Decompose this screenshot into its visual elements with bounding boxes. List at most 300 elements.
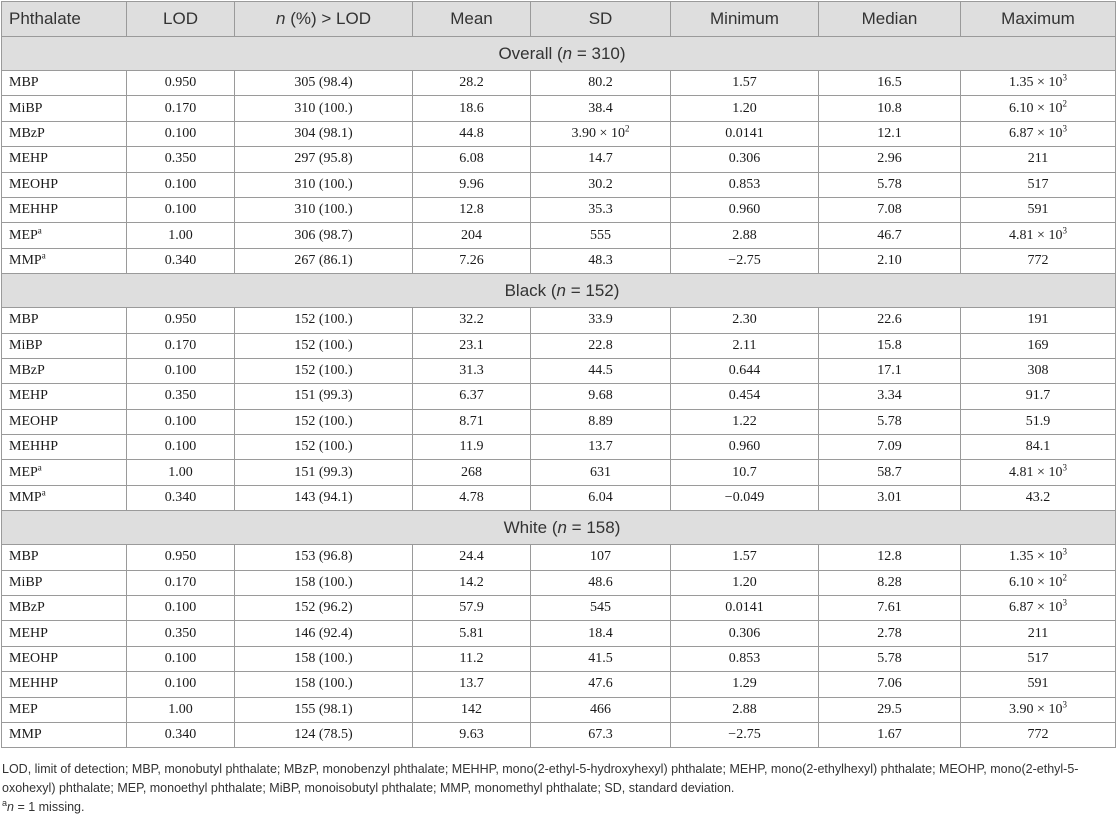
cell-sd: [531, 71, 671, 96]
cell-median-value: 1.67: [877, 727, 902, 743]
cell-lod: [127, 121, 235, 146]
table-row: [2, 71, 1116, 96]
cell-median-value: 46.7: [877, 227, 902, 243]
group-label-post: = 310): [572, 43, 626, 63]
cell-n-above-lod-value: 297 (95.8): [294, 151, 353, 167]
cell-maximum: [961, 96, 1116, 121]
cell-mean-value: 204: [461, 227, 482, 243]
cell-maximum-value: 591: [1027, 202, 1049, 218]
group-label-post: = 158): [566, 517, 621, 537]
cell-maximum: [961, 646, 1116, 671]
cell-n-above-lod-value: 306 (98.7): [294, 227, 353, 243]
cell-phthalate: [2, 460, 127, 485]
phthalate-name: MEOHP: [9, 651, 59, 666]
cell-phthalate: [2, 596, 127, 621]
cell-minimum: [671, 223, 819, 248]
cell-minimum: [671, 722, 819, 747]
cell-n-above-lod: [235, 308, 413, 333]
cell-minimum-value: 0.853: [728, 176, 761, 192]
cell-sd-value: 466: [590, 701, 611, 717]
missing-note: [2, 798, 1114, 817]
cell-lod: [127, 147, 235, 172]
cell-minimum-value: 1.20: [732, 100, 757, 116]
cell-n-above-lod-value: 152 (100.): [294, 413, 353, 429]
cell-phthalate: [2, 697, 127, 722]
cell-n-above-lod-value: 310 (100.): [294, 100, 353, 116]
cell-sd-value: 22.8: [588, 337, 613, 353]
table-row: [2, 596, 1116, 621]
cell-maximum: [961, 697, 1116, 722]
cell-minimum-value: 2.88: [732, 701, 757, 717]
cell-minimum-value: 1.29: [732, 676, 757, 692]
cell-maximum-value: 91.7: [1025, 388, 1051, 404]
cell-median: [819, 646, 961, 671]
group-label: [2, 274, 1116, 308]
cell-maximum-value: 3.90 × 10: [1009, 701, 1063, 717]
cell-lod-value: 0.100: [164, 676, 197, 692]
cell-minimum-value: 2.30: [732, 312, 757, 328]
cell-minimum: [671, 646, 819, 671]
cell-minimum-value: 0.853: [728, 651, 761, 666]
exponent: 3: [1062, 597, 1067, 608]
cell-sd: [531, 223, 671, 248]
col-header-lod: LOD: [127, 2, 235, 37]
cell-mean: [413, 96, 531, 121]
phthalate-name: MEOHP: [9, 176, 59, 192]
cell-lod: [127, 223, 235, 248]
cell-n-above-lod: [235, 485, 413, 510]
cell-n-above-lod-value: 151 (99.3): [294, 388, 353, 404]
cell-n-above-lod: [235, 596, 413, 621]
cell-median-value: 7.08: [877, 202, 902, 218]
cell-sd: [531, 384, 671, 409]
cell-maximum-value: 517: [1027, 651, 1049, 666]
cell-n-above-lod: [235, 570, 413, 595]
cell-n-above-lod: [235, 333, 413, 358]
n-symbol: n: [556, 280, 567, 300]
phthalate-name: MMP: [9, 252, 42, 268]
cell-maximum-value: 1.35 × 10: [1009, 549, 1063, 565]
cell-maximum: [961, 596, 1116, 621]
cell-sd-value: 545: [590, 600, 611, 616]
table-row: [2, 172, 1116, 197]
cell-mean: [413, 596, 531, 621]
cell-mean-value: 18.6: [459, 100, 484, 116]
n-symbol: n: [557, 517, 567, 537]
cell-lod-value: 0.100: [164, 439, 197, 455]
cell-n-above-lod: [235, 722, 413, 747]
cell-n-above-lod: [235, 121, 413, 146]
abbreviations-note: LOD, limit of detection; MBP, monobutyl phthalate; MBzP, monobenzyl phthalate; MEHHP, mono(2-ethyl-5-hydroxyhexyl) phthalate; MEHP, mono(2-ethylhexyl) phthalate; MEOHP, mono(2-ethyl-5-oxohexyl) phthalate; MEP, monoethyl phthalate; MiBP, monoisobutyl phthalate; MMP, monomethyl phthalate; SD, standard deviation.: [2, 762, 1079, 795]
cell-minimum: [671, 485, 819, 510]
cell-minimum-value: 0.306: [728, 151, 761, 167]
cell-median: [819, 672, 961, 697]
cell-sd: [531, 121, 671, 146]
phthalate-name: MEHP: [9, 388, 48, 404]
cell-mean: [413, 147, 531, 172]
cell-minimum: [671, 435, 819, 460]
cell-minimum-value: 0.960: [728, 202, 761, 218]
exponent: 3: [1062, 72, 1067, 83]
cell-phthalate: [2, 172, 127, 197]
col-header-mean: Mean: [413, 2, 531, 37]
n-symbol: n: [562, 43, 573, 63]
cell-median-value: 3.34: [877, 388, 902, 404]
cell-lod: [127, 384, 235, 409]
cell-lod: [127, 172, 235, 197]
cell-sd-value: 80.2: [588, 75, 613, 91]
cell-median: [819, 621, 961, 646]
cell-maximum-value: 772: [1027, 252, 1049, 268]
group-label-post: = 152): [566, 280, 620, 300]
exponent: 3: [1062, 546, 1067, 557]
table-footnote: [2, 760, 1114, 817]
cell-lod-value: 0.170: [164, 337, 197, 353]
cell-lod-value: 0.950: [164, 75, 197, 91]
cell-mean-value: 12.8: [459, 202, 484, 218]
n-header-suffix: (%) > LOD: [285, 9, 371, 28]
cell-maximum: [961, 147, 1116, 172]
cell-median-value: 5.78: [877, 651, 902, 666]
cell-mean-value: 23.1: [459, 337, 484, 353]
cell-lod-value: 0.350: [164, 625, 197, 641]
cell-n-above-lod: [235, 545, 413, 570]
cell-mean: [413, 435, 531, 460]
group-label-pre: Black (: [504, 280, 557, 300]
cell-median: [819, 96, 961, 121]
cell-minimum-value: 0.0141: [725, 125, 764, 141]
cell-minimum-value: −0.049: [724, 490, 765, 506]
cell-maximum: [961, 435, 1116, 460]
cell-sd-value: 13.7: [588, 439, 613, 455]
cell-phthalate: [2, 96, 127, 121]
cell-n-above-lod-value: 267 (86.1): [294, 252, 353, 268]
cell-n-above-lod-value: 158 (100.): [294, 676, 353, 692]
cell-minimum: [671, 672, 819, 697]
cell-median: [819, 197, 961, 222]
cell-lod-value: 1.00: [168, 227, 193, 243]
cell-lod-value: 0.350: [164, 151, 197, 167]
cell-mean: [413, 545, 531, 570]
cell-median-value: 58.7: [877, 464, 902, 480]
cell-mean: [413, 333, 531, 358]
cell-mean: [413, 672, 531, 697]
cell-maximum: [961, 121, 1116, 146]
table-row: [2, 248, 1116, 273]
cell-sd-value: 107: [590, 549, 611, 565]
cell-lod-value: 0.100: [164, 176, 197, 192]
cell-minimum: [671, 384, 819, 409]
table-row: [2, 435, 1116, 460]
phthalate-table: [1, 1, 1116, 748]
table-row: [2, 722, 1116, 747]
cell-sd: [531, 672, 671, 697]
footnote-marker: a: [2, 797, 8, 808]
cell-median-value: 7.06: [877, 676, 902, 692]
cell-lod-value: 0.100: [164, 363, 197, 379]
phthalate-name: MiBP: [9, 100, 43, 116]
cell-minimum-value: 0.960: [728, 439, 761, 455]
cell-lod: [127, 646, 235, 671]
cell-minimum-value: 1.20: [732, 574, 757, 590]
cell-median: [819, 485, 961, 510]
cell-median: [819, 308, 961, 333]
cell-minimum: [671, 596, 819, 621]
cell-maximum-value: 517: [1027, 176, 1049, 192]
cell-mean-value: 5.81: [459, 625, 484, 641]
cell-n-above-lod-value: 152 (100.): [294, 439, 353, 455]
cell-n-above-lod: [235, 248, 413, 273]
cell-lod: [127, 308, 235, 333]
cell-maximum-value: 4.81 × 10: [1009, 464, 1063, 480]
cell-mean: [413, 722, 531, 747]
cell-n-above-lod-value: 305 (98.4): [294, 75, 353, 91]
cell-median: [819, 172, 961, 197]
group-label: [2, 511, 1116, 545]
table-row: [2, 121, 1116, 146]
group-header-row: [2, 511, 1116, 545]
col-header-median: Median: [819, 2, 961, 37]
cell-maximum: [961, 358, 1116, 383]
cell-phthalate: [2, 147, 127, 172]
table-row: [2, 570, 1116, 595]
cell-sd: [531, 545, 671, 570]
cell-minimum: [671, 409, 819, 434]
cell-maximum: [961, 672, 1116, 697]
phthalate-name: MiBP: [9, 574, 43, 590]
cell-phthalate: [2, 248, 127, 273]
cell-median-value: 5.78: [877, 413, 902, 429]
cell-mean-value: 32.2: [459, 312, 484, 328]
cell-mean-value: 11.2: [459, 651, 484, 666]
cell-median: [819, 121, 961, 146]
cell-minimum: [671, 308, 819, 333]
footnote-marker: a: [37, 224, 42, 235]
cell-mean-value: 6.37: [459, 388, 484, 404]
phthalate-name: MMP: [9, 727, 42, 743]
table-row: [2, 358, 1116, 383]
cell-mean: [413, 121, 531, 146]
cell-lod-value: 0.100: [164, 413, 197, 429]
cell-minimum: [671, 545, 819, 570]
cell-median-value: 29.5: [877, 701, 902, 717]
table-row: [2, 197, 1116, 222]
cell-minimum: [671, 248, 819, 273]
cell-mean: [413, 460, 531, 485]
cell-n-above-lod-value: 310 (100.): [294, 176, 353, 192]
cell-median-value: 2.78: [877, 625, 902, 641]
header-row: [2, 2, 1116, 37]
col-header-sd: SD: [531, 2, 671, 37]
cell-sd: [531, 435, 671, 460]
cell-n-above-lod-value: 155 (98.1): [294, 701, 353, 717]
cell-mean-value: 9.63: [459, 727, 484, 743]
cell-median-value: 12.1: [877, 125, 902, 141]
cell-maximum-value: 211: [1027, 151, 1049, 167]
phthalate-name: MEHHP: [9, 202, 59, 218]
cell-n-above-lod: [235, 646, 413, 671]
cell-sd: [531, 308, 671, 333]
cell-mean-value: 142: [461, 701, 482, 717]
cell-n-above-lod: [235, 358, 413, 383]
cell-median: [819, 248, 961, 273]
cell-lod: [127, 596, 235, 621]
cell-n-above-lod: [235, 71, 413, 96]
cell-median: [819, 147, 961, 172]
cell-sd-value: 3.90 × 10: [571, 125, 625, 141]
cell-maximum-value: 6.10 × 10: [1009, 100, 1063, 116]
cell-sd: [531, 570, 671, 595]
cell-n-above-lod-value: 146 (92.4): [294, 625, 353, 641]
cell-minimum-value: 2.11: [732, 337, 757, 353]
cell-median-value: 2.96: [877, 151, 902, 167]
cell-n-above-lod: [235, 621, 413, 646]
cell-maximum-value: 6.87 × 10: [1009, 600, 1063, 616]
cell-lod: [127, 570, 235, 595]
cell-minimum-value: 0.0141: [725, 600, 764, 616]
cell-maximum: [961, 308, 1116, 333]
cell-lod: [127, 358, 235, 383]
cell-sd-value: 35.3: [588, 202, 613, 218]
cell-maximum-value: 6.87 × 10: [1009, 125, 1063, 141]
phthalate-name: MBzP: [9, 363, 45, 379]
cell-sd: [531, 172, 671, 197]
cell-sd-value: 38.4: [588, 100, 613, 116]
exponent: 2: [1062, 97, 1067, 108]
cell-maximum-value: 1.35 × 10: [1009, 75, 1063, 91]
exponent: 3: [1062, 699, 1067, 710]
cell-phthalate: [2, 409, 127, 434]
footnote-marker: a: [41, 250, 46, 261]
missing-text: = 1 missing.: [13, 800, 85, 814]
cell-minimum: [671, 333, 819, 358]
cell-mean: [413, 308, 531, 333]
cell-phthalate: [2, 545, 127, 570]
phthalate-name: MEHHP: [9, 676, 59, 692]
cell-sd-value: 44.5: [588, 363, 613, 379]
phthalate-name: MEHP: [9, 625, 48, 641]
cell-n-above-lod-value: 310 (100.): [294, 202, 353, 218]
cell-minimum: [671, 697, 819, 722]
col-header-minimum: Minimum: [671, 2, 819, 37]
phthalate-name: MEP: [9, 227, 38, 243]
cell-maximum: [961, 545, 1116, 570]
cell-lod-value: 0.100: [164, 125, 197, 141]
cell-phthalate: [2, 308, 127, 333]
table-row: [2, 460, 1116, 485]
cell-lod-value: 0.100: [164, 600, 197, 616]
cell-lod: [127, 96, 235, 121]
cell-sd: [531, 596, 671, 621]
cell-phthalate: [2, 384, 127, 409]
cell-sd-value: 67.3: [588, 727, 613, 743]
cell-mean: [413, 248, 531, 273]
cell-n-above-lod-value: 143 (94.1): [294, 490, 353, 506]
cell-sd-value: 48.6: [588, 574, 613, 590]
table-row: [2, 384, 1116, 409]
cell-maximum-value: 169: [1027, 337, 1049, 353]
cell-median-value: 22.6: [877, 312, 902, 328]
cell-minimum-value: 1.22: [732, 413, 757, 429]
cell-lod: [127, 672, 235, 697]
group-label: [2, 37, 1116, 71]
cell-mean-value: 7.26: [459, 252, 484, 268]
cell-maximum: [961, 570, 1116, 595]
cell-mean-value: 11.9: [459, 439, 484, 455]
phthalate-name: MEHHP: [9, 439, 59, 455]
cell-sd: [531, 96, 671, 121]
cell-mean: [413, 570, 531, 595]
cell-lod-value: 0.350: [164, 388, 197, 404]
cell-mean-value: 4.78: [459, 490, 484, 506]
cell-mean: [413, 197, 531, 222]
cell-maximum-value: 591: [1027, 676, 1049, 692]
footnote-marker: a: [37, 462, 42, 472]
cell-mean-value: 44.8: [459, 125, 484, 141]
cell-lod-value: 0.340: [164, 490, 197, 506]
cell-maximum: [961, 485, 1116, 510]
cell-median: [819, 409, 961, 434]
cell-sd-value: 9.68: [588, 388, 613, 404]
cell-median-value: 7.09: [877, 439, 902, 455]
phthalate-name: MBP: [9, 75, 39, 91]
cell-lod-value: 0.170: [164, 100, 197, 116]
cell-mean: [413, 71, 531, 96]
cell-median-value: 2.10: [877, 252, 902, 268]
phthalate-name: MBzP: [9, 600, 45, 616]
cell-mean: [413, 172, 531, 197]
cell-lod: [127, 248, 235, 273]
cell-n-above-lod-value: 153 (96.8): [294, 549, 353, 565]
cell-sd-value: 48.3: [588, 252, 613, 268]
table-row: [2, 223, 1116, 248]
table-row: [2, 147, 1116, 172]
table-body: [2, 37, 1116, 748]
cell-maximum-value: 4.81 × 10: [1009, 227, 1063, 243]
cell-minimum-value: 1.57: [732, 549, 757, 565]
cell-mean-value: 8.71: [459, 413, 484, 429]
cell-sd: [531, 460, 671, 485]
cell-n-above-lod: [235, 409, 413, 434]
cell-maximum: [961, 197, 1116, 222]
cell-median-value: 7.61: [877, 600, 902, 616]
cell-lod: [127, 409, 235, 434]
cell-n-above-lod-value: 152 (96.2): [294, 600, 353, 616]
col-header-n-above-lod: [235, 2, 413, 37]
cell-maximum: [961, 460, 1116, 485]
cell-median-value: 15.8: [877, 337, 902, 353]
group-label-pre: Overall (: [498, 43, 563, 63]
cell-phthalate: [2, 71, 127, 96]
col-header-phthalate: Phthalate: [2, 2, 127, 37]
table-row: [2, 485, 1116, 510]
cell-minimum-value: −2.75: [728, 252, 761, 268]
cell-n-above-lod-value: 151 (99.3): [294, 464, 353, 480]
cell-lod: [127, 197, 235, 222]
cell-median: [819, 71, 961, 96]
cell-lod: [127, 71, 235, 96]
cell-lod-value: 0.340: [164, 252, 197, 268]
cell-n-above-lod-value: 158 (100.): [294, 651, 353, 666]
cell-maximum: [961, 248, 1116, 273]
col-header-maximum: Maximum: [961, 2, 1116, 37]
footnote-marker: a: [41, 487, 46, 498]
cell-mean-value: 28.2: [459, 75, 484, 91]
cell-median-value: 10.8: [877, 100, 902, 116]
cell-lod: [127, 621, 235, 646]
cell-n-above-lod: [235, 460, 413, 485]
cell-minimum-value: 2.88: [732, 227, 757, 243]
